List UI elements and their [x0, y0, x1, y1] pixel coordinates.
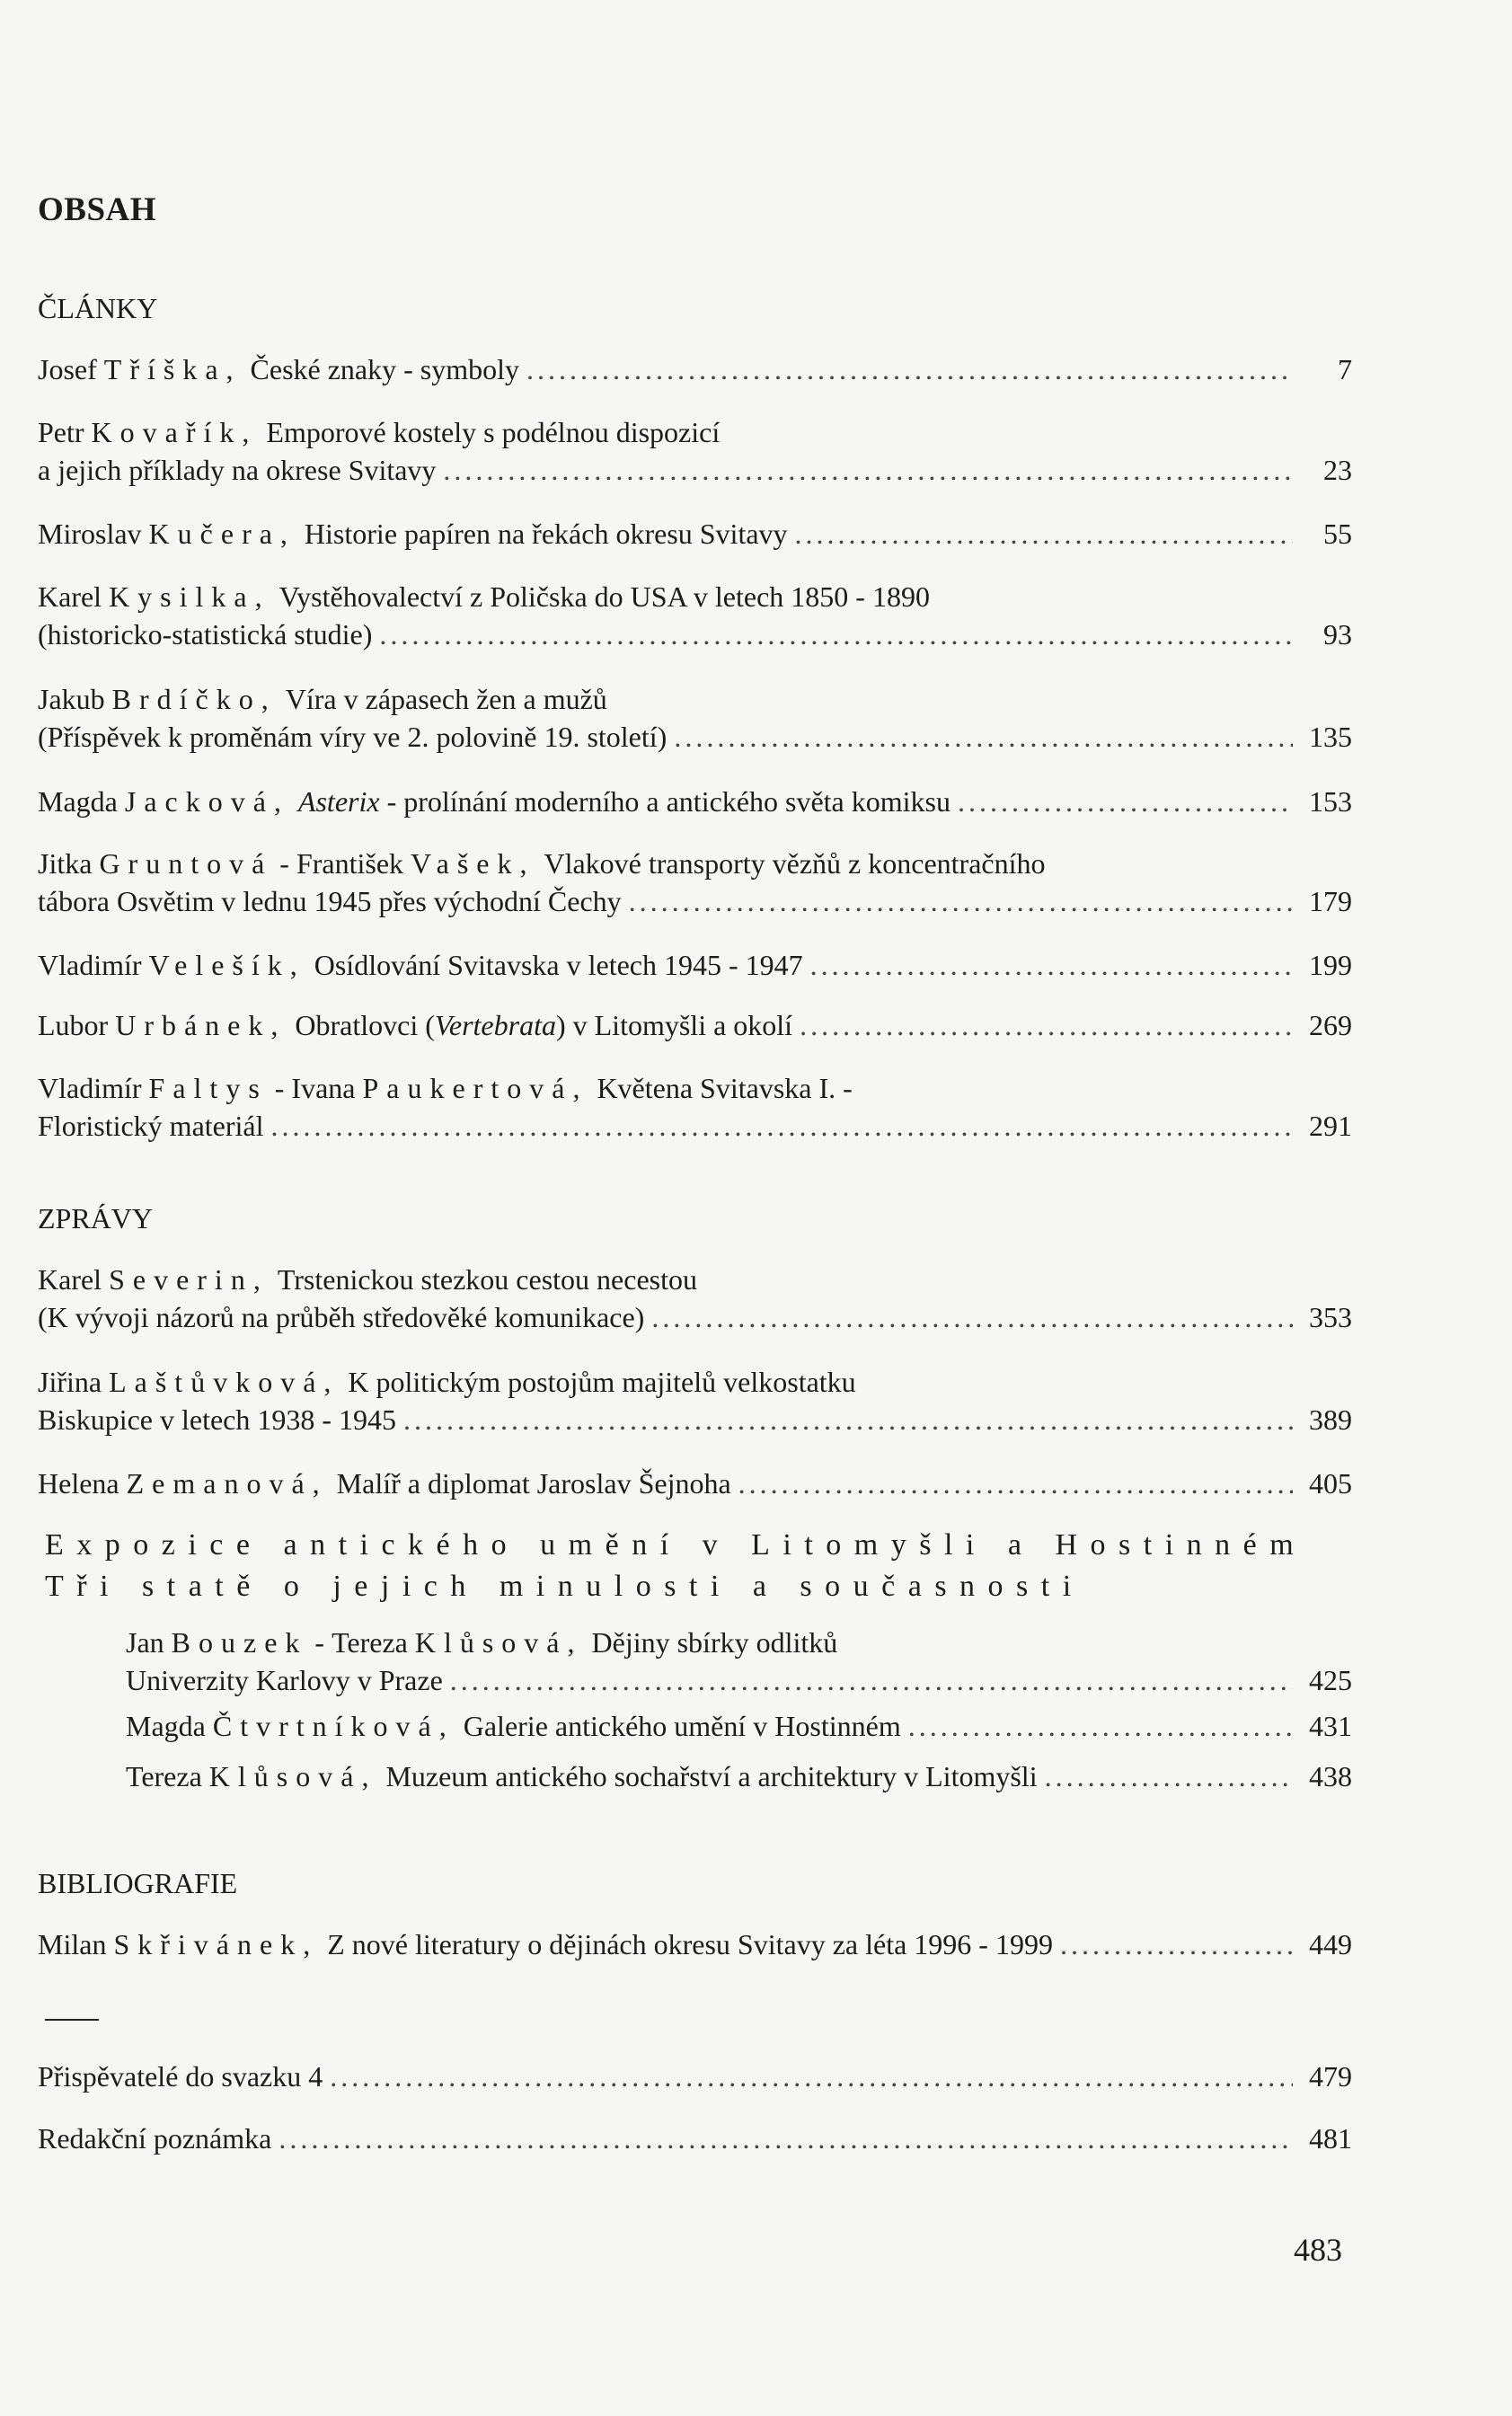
- separator-rule: [45, 2019, 99, 2021]
- entry-title-continued: Univerzity Karlovy v Praze: [126, 1664, 443, 1696]
- page-number: 93: [1323, 618, 1352, 650]
- entry-title-continued: Biskupice v letech 1938 - 1945: [38, 1403, 397, 1436]
- entry-title-continued: Floristický materiál: [38, 1110, 264, 1142]
- entry-title: Vystěhovalectví z Poličska do USA v letech 1850 - 1890: [279, 580, 930, 613]
- page-number: 269: [1309, 1009, 1352, 1041]
- toc-entry: [38, 946, 1352, 984]
- author-first-name: Milan: [38, 1928, 107, 1960]
- author-surname: Bouzek: [171, 1626, 308, 1659]
- author-surname: Faltys: [148, 1072, 268, 1104]
- author-separator: -: [274, 1072, 285, 1104]
- entry-title-italic: Vertebrata: [434, 1009, 556, 1041]
- entry-title: Květena Svitavska I. -: [597, 1072, 853, 1104]
- toc-entry: [38, 1261, 1352, 1336]
- page-number: 7: [1338, 353, 1352, 385]
- author2-first-name: František: [296, 847, 404, 880]
- author2-surname: Paukertová,: [362, 1072, 588, 1104]
- author-first-name: Helena: [38, 1467, 119, 1500]
- author-surname: Skřivánek,: [113, 1928, 319, 1960]
- author-surname: Laštůvková,: [109, 1366, 340, 1398]
- author-first-name: Miroslav: [38, 518, 142, 550]
- author-surname: Čtvrtníková,: [212, 1710, 455, 1742]
- page-number: 431: [1309, 1710, 1352, 1742]
- dot-leader: [908, 1707, 1293, 1745]
- author-separator: -: [314, 1626, 325, 1659]
- author-surname: Tříška,: [103, 353, 242, 385]
- section-articles-heading: ČLÁNKY: [38, 292, 158, 324]
- section-reports-heading: ZPRÁVY: [38, 1202, 154, 1235]
- dot-leader: [958, 783, 1293, 820]
- entry-title-continued: (Příspěvek k proměnám víry ve 2. polovině 19. století): [38, 721, 668, 753]
- toc-entry: [38, 515, 1352, 553]
- dot-leader: [651, 1298, 1293, 1336]
- dot-leader: [330, 2058, 1293, 2095]
- author-surname: Brdíčko,: [111, 683, 277, 715]
- entry-title: Trstenickou stezkou cestou necestou: [277, 1263, 697, 1296]
- page-number: 199: [1309, 949, 1352, 981]
- dot-leader: [738, 1465, 1293, 1502]
- author-first-name: Lubor: [38, 1009, 109, 1041]
- entry-title: Redakční poznámka: [38, 2122, 272, 2155]
- entry-title-after: ) v Litomyšli a okolí: [555, 1009, 793, 1041]
- author-first-name: Karel: [38, 580, 102, 613]
- entry-title: Emporové kostely s podélnou dispozicí: [266, 416, 721, 448]
- author-first-name: Magda: [126, 1710, 206, 1742]
- author-surname: Kovařík,: [91, 416, 258, 448]
- author-first-name: Vladimír: [38, 1072, 142, 1104]
- entry-title: K politickým postojům majitelů velkostatku: [348, 1366, 856, 1398]
- dot-leader: [629, 882, 1293, 920]
- dot-leader: [279, 2120, 1293, 2157]
- toc-entry: [38, 578, 1352, 653]
- toc-entry: [38, 1006, 1352, 1044]
- author2-surname: Vašek,: [411, 847, 535, 880]
- toc-entry: [38, 1363, 1352, 1438]
- dot-leader: [1045, 1757, 1293, 1795]
- entry-title-continued: (historicko-statistická studie): [38, 618, 373, 650]
- author2-first-name: Tereza: [332, 1626, 408, 1659]
- author2-surname: Klůsová,: [414, 1626, 583, 1659]
- toc-entry: [38, 845, 1352, 920]
- author-first-name: Jitka: [38, 847, 93, 880]
- entry-title: Osídlování Svitavska v letech 1945 - 1947: [314, 949, 803, 981]
- toc-entry: [38, 1069, 1352, 1145]
- toc-entry: [126, 1624, 1352, 1699]
- section-bibliography-heading: BIBLIOGRAFIE: [38, 1867, 238, 1899]
- author-surname: Velešík,: [148, 949, 305, 981]
- dot-leader: [526, 350, 1293, 388]
- author-surname: Severin,: [109, 1263, 269, 1296]
- author-surname: Zemanová,: [126, 1467, 328, 1500]
- author-first-name: Magda: [38, 785, 118, 818]
- exhibition-subheading: Tři statě o jejich minulosti a současnosti: [45, 1570, 1084, 1603]
- entry-title-italic: Asterix: [297, 785, 380, 818]
- page-number: 23: [1323, 454, 1352, 486]
- entry-title: Přispěvatelé do svazku 4: [38, 2060, 323, 2093]
- dot-leader: [450, 1661, 1293, 1699]
- dot-leader: [800, 1006, 1293, 1044]
- author-surname: Gruntová: [99, 847, 273, 880]
- entry-title: Vlakové transporty vězňů z koncentračního: [544, 847, 1046, 880]
- toc-entry: [38, 413, 1352, 489]
- dot-leader: [674, 718, 1293, 756]
- author-first-name: Josef: [38, 353, 97, 385]
- page-number: 179: [1309, 885, 1352, 917]
- entry-title-continued: (K vývoji názorů na průběh středověké komunikace): [38, 1301, 645, 1333]
- entry-title: Historie papíren na řekách okresu Svitavy: [304, 518, 788, 550]
- entry-title: Dějiny sbírky odlitků: [591, 1626, 838, 1659]
- page-number: 389: [1309, 1403, 1352, 1436]
- dot-leader: [795, 515, 1293, 553]
- toc-entry: [38, 2120, 1352, 2157]
- author-surname: Kučera,: [148, 518, 296, 550]
- author-first-name: Petr: [38, 416, 84, 448]
- author-first-name: Karel: [38, 1263, 102, 1296]
- entry-title: Z nové literatury o dějinách okresu Svitavy za léta 1996 - 1999: [327, 1928, 1053, 1960]
- dot-leader: [1060, 1925, 1293, 1963]
- entry-title: Galerie antického umění v Hostinném: [463, 1710, 901, 1742]
- page-number: 353: [1309, 1301, 1352, 1333]
- entry-title: Muzeum antického sochařství a architektury v Litomyšli: [385, 1760, 1038, 1792]
- contents-heading: OBSAH: [38, 191, 157, 228]
- toc-entry: [38, 1465, 1352, 1502]
- page-number: 425: [1309, 1664, 1352, 1696]
- toc-entry: [38, 350, 1352, 388]
- dot-leader: [810, 946, 1293, 984]
- author-surname: Klůsová,: [208, 1760, 377, 1792]
- author-first-name: Jan: [126, 1626, 164, 1659]
- page-number: 291: [1309, 1110, 1352, 1142]
- folio-page-number: 483: [1294, 2232, 1342, 2268]
- toc-entry: [126, 1707, 1352, 1745]
- toc-entry: [38, 680, 1352, 756]
- toc-entry: [38, 2058, 1352, 2095]
- toc-entry: [126, 1757, 1352, 1795]
- author-surname: Kysilka,: [109, 580, 270, 613]
- page-number: 405: [1309, 1467, 1352, 1500]
- toc-entry: [38, 783, 1352, 820]
- author-separator: -: [279, 847, 289, 880]
- entry-title: Malíř a diplomat Jaroslav Šejnoha: [336, 1467, 731, 1500]
- page-number: 449: [1309, 1928, 1352, 1960]
- author-first-name: Jakub: [38, 683, 105, 715]
- entry-title: České znaky - symboly: [250, 353, 520, 385]
- page-number: 135: [1309, 721, 1352, 753]
- author2-first-name: Ivana: [291, 1072, 356, 1104]
- author-first-name: Vladimír: [38, 949, 142, 981]
- author-first-name: Tereza: [126, 1760, 202, 1792]
- author-first-name: Jiřina: [38, 1366, 102, 1398]
- entry-title: - prolínání moderního a antického světa komiksu: [386, 785, 951, 818]
- entry-title-continued: tábora Osvětim v lednu 1945 přes východní Čechy: [38, 885, 622, 917]
- page-number: 438: [1309, 1760, 1352, 1792]
- exhibition-heading: Expozice antického umění v Litomyšli a Hostinném: [45, 1528, 1307, 1562]
- page-number: 479: [1309, 2060, 1352, 2093]
- dot-leader: [403, 1401, 1293, 1438]
- dot-leader: [379, 615, 1293, 653]
- author-surname: Urbánek,: [115, 1009, 287, 1041]
- dot-leader: [443, 451, 1293, 489]
- author-surname: Jacková,: [124, 785, 289, 818]
- page-number: 55: [1323, 518, 1352, 550]
- entry-title: Víra v zápasech žen a mužů: [285, 683, 607, 715]
- entry-title-continued: a jejich příklady na okrese Svitavy: [38, 454, 437, 486]
- toc-entry: [38, 1925, 1352, 1963]
- page-number: 153: [1309, 785, 1352, 818]
- entry-title: Obratlovci (: [295, 1009, 435, 1041]
- page-number: 481: [1309, 2122, 1352, 2155]
- dot-leader: [271, 1107, 1294, 1145]
